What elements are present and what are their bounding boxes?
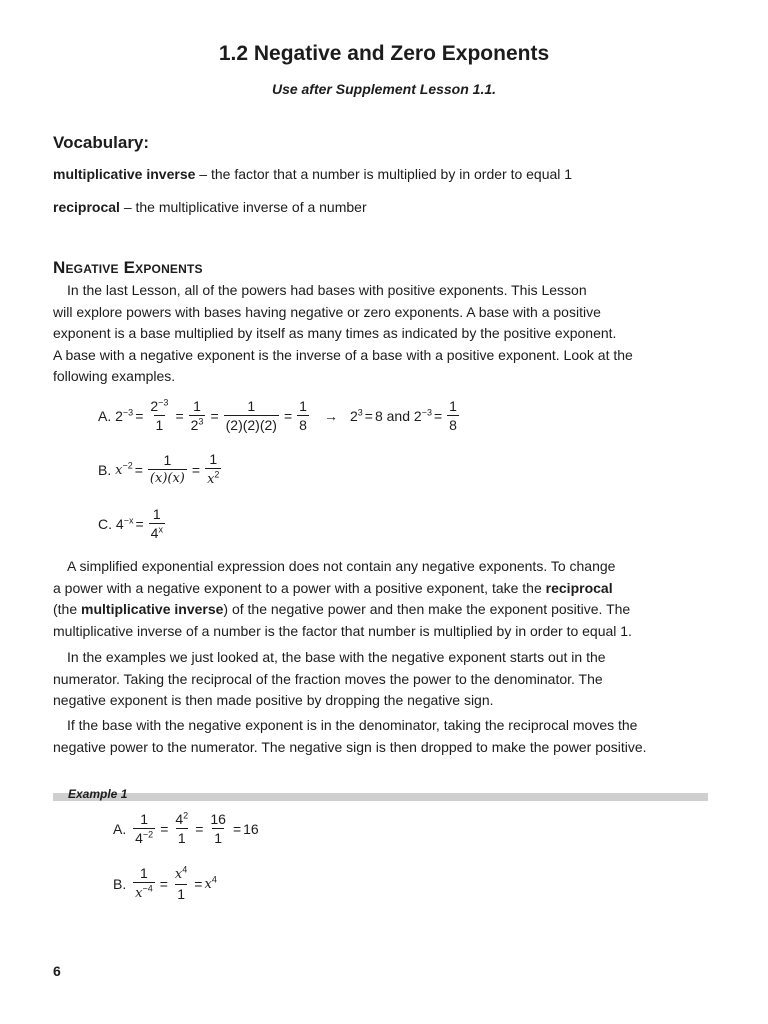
example-1-label: Example 1 <box>68 787 128 801</box>
paragraph-line: will explore powers with bases having negative or zero exponents. A base with a positive <box>53 303 601 320</box>
example-label: B. <box>113 875 127 892</box>
vocab-item <box>53 166 572 182</box>
paragraph-line: In the examples we just looked at, the base with the negative exponent starts out in the <box>67 649 606 665</box>
fraction: $\frac{2^{-3}}{1}$ <box>150 397 169 433</box>
intro-example-c <box>98 506 168 541</box>
paragraph-line: multiplicative inverse of a number is the factor that number is multiplied by in order to equal 1. <box>53 622 632 639</box>
paragraph-line: (the multiplicative inverse) of the negative power and then make the exponent positive. The <box>53 601 631 618</box>
paragraph-line: A simplified exponential expression does not contain any negative exponents. To change <box>67 558 616 574</box>
paragraph-line: A base with a negative exponent is the inverse of a base with a positive exponent. Look at the <box>53 346 633 363</box>
section-heading: Negative Exponents <box>53 258 203 277</box>
equals-sign: = <box>433 407 443 424</box>
example-label: C. <box>98 515 112 532</box>
paragraph-line: numerator. Taking the reciprocal of the fraction moves the power to the denominator. The <box>53 670 603 687</box>
example-bar <box>53 793 708 801</box>
equals-sign: = <box>160 820 169 837</box>
equals-sign: = <box>135 515 144 532</box>
paragraph-line: negative power to the numerator. The negative sign is then dropped to make the power positive. <box>53 738 647 755</box>
fraction: $\frac{4^2}{1}$ <box>175 810 189 846</box>
fraction: $\frac{1}{4^{-2}}$ <box>135 811 154 846</box>
equals-sign: = <box>283 407 293 424</box>
page-number: 6 <box>53 963 61 979</box>
paragraph-line: a power with a negative exponent to a power with a positive exponent, take the reciprocal <box>53 579 613 596</box>
math-term: $x^{-2}$ <box>115 460 133 478</box>
conjunction: and <box>382 407 414 424</box>
vocab-term: multiplicative inverse <box>53 166 196 182</box>
equals-sign: = <box>191 461 201 478</box>
math-term: $x^4$ <box>204 874 217 892</box>
fraction: $\frac{1}{4^x}$ <box>150 506 163 541</box>
fraction: $\frac{1}{8}$ <box>299 398 307 433</box>
math-value: 16 <box>243 820 259 837</box>
paragraph-denominator <box>53 715 647 758</box>
equals-sign: = <box>159 875 168 892</box>
example-label: A. <box>98 407 112 424</box>
intro-paragraph <box>53 280 633 388</box>
paragraph-line: following examples. <box>53 368 176 385</box>
fraction: $\frac{1}{x^2}$ <box>207 451 220 487</box>
equals-sign: = <box>175 407 184 424</box>
fraction: $\frac{1}{8}$ <box>449 398 457 433</box>
example-label: B. <box>98 461 112 478</box>
example-1-a <box>113 811 259 846</box>
vocab-term: reciprocal <box>53 199 120 215</box>
paragraph-line: In the last Lesson, all of the powers had bases with positive exponents. This Lesson <box>67 282 587 298</box>
fraction: $\frac{1}{x^{-4}}$ <box>135 865 153 901</box>
equals-sign: = <box>195 820 204 837</box>
equals-sign: = <box>194 875 203 892</box>
vocabulary-heading: Vocabulary: <box>53 133 150 152</box>
fraction: $\frac{1}{2^3}$ <box>190 398 204 433</box>
vocab-definition: – the factor that a number is multiplied by in order to equal 1 <box>195 166 573 182</box>
intro-example-b <box>98 451 224 488</box>
equals-sign: = <box>210 407 219 424</box>
example-label: A. <box>113 820 127 837</box>
fraction: $\frac{1}{(x)(x)}$ <box>149 452 185 486</box>
paragraph-line: If the base with the negative exponent is in the denominator, taking the reciprocal moves the <box>67 717 638 733</box>
equals-sign: = <box>364 407 373 424</box>
paragraph-line: negative exponent is then made positive by dropping the negative sign. <box>53 692 494 709</box>
intro-example-a <box>98 398 462 433</box>
example-1-b <box>113 865 217 902</box>
page-subtitle: Use after Supplement Lesson 1.1. <box>271 81 497 97</box>
math-term: $2^{-3}$ <box>413 406 432 424</box>
math-term: $2^{-3}$ <box>115 406 134 424</box>
vocab-item <box>53 199 367 215</box>
equals-sign: = <box>134 461 143 478</box>
arrow-icon: → <box>323 407 338 424</box>
math-term: $2^3$ <box>349 406 363 424</box>
math-term: $4^{-x}$ <box>115 514 134 532</box>
paragraph-numerator <box>53 647 606 712</box>
equals-sign: = <box>232 820 242 837</box>
fraction: $\frac{x^4}{1}$ <box>174 864 188 902</box>
fraction: $\frac{16}{1}$ <box>210 811 226 846</box>
vocab-definition: – the multiplicative inverse of a number <box>119 199 367 215</box>
page-title: 1.2 Negative and Zero Exponents <box>218 42 550 65</box>
paragraph-line: exponent is a base multiplied by itself as many times as indicated by the positive exponent. <box>53 325 617 342</box>
equals-sign: = <box>135 407 144 424</box>
math-value: 8 <box>374 407 383 424</box>
paragraph-simplified <box>53 556 632 642</box>
fraction: $\frac{1}{(2)(2)(2)}$ <box>225 398 277 433</box>
